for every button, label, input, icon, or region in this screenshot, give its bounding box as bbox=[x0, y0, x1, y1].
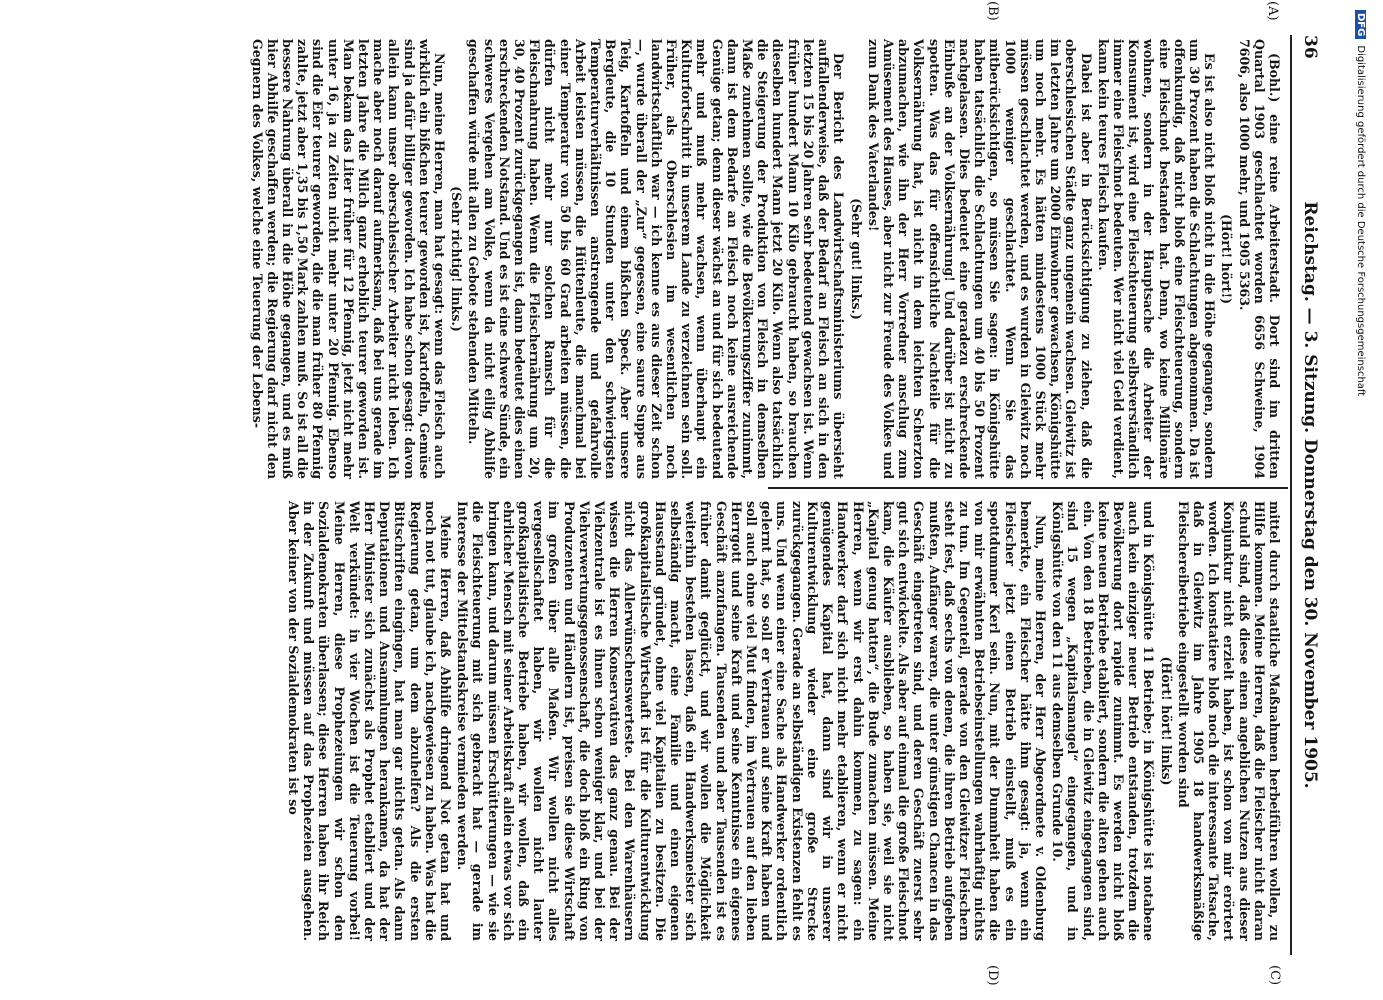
margin-marker-b: (B) bbox=[985, 1, 1000, 21]
paragraph-text: eine reine Arbeiterstadt. Dort sind im dritten Quartal 1903 geschlachtet worden 6656 Schweine, 1904 7606, also 1000 mehr, und 1905 5363. bbox=[1236, 39, 1282, 479]
paragraph-text: Es ist also nicht bloß nicht in die Höhe gegangen, sondern um 30 Prozent haben die Schlachtungen abgenommen. Da ist offenkundig, daß nicht bloß eine Fleischteuerung, sondern eine Fleischnot bestanden hat. Denn, wo keine Millionäre wohnen, sondern in der Hauptsache die Arbeiter der Konsument ist, wird eine Fleischteuerung selbstverständlich immer eine Fleischnot bedeuten. Wer nicht viel Geld verdient, kann kein teures Fleisch kaufen. bbox=[1095, 39, 1218, 479]
paragraph-text: (Hört! hört!) bbox=[1219, 213, 1235, 305]
margin-marker-a: (A) bbox=[1265, 1, 1280, 21]
paragraph-text: (Sehr gut! links.) bbox=[848, 198, 864, 320]
interjection bbox=[1219, 39, 1234, 479]
page-header bbox=[1290, 35, 1330, 955]
paragraph-text: (Sehr richtig! links.) bbox=[449, 186, 465, 332]
margin-marker-c: (C) bbox=[1267, 965, 1282, 986]
paragraph-text: Nun, meine Herren, man hat gesagt: wenn das Fleisch auch wirklich ein bißchen teurer geworden ist, Kartoffeln, Gemüse sind ja dafür billiger geworden. Ich habe schon gesagt: davon allein kann unser oberschlesischer Arbeiter nicht leben. Ich mache aber noch darauf aufmerksam, daß bei uns gerade im letzten Jahre die Milch ganz erheblich teurer geworden ist. Man bekam das Liter früher für 12 Pfennig, jetzt nicht mehr unter 16, ja zu Zeiten nicht mehr unter 20 Pfennig. Ebenso sind die Eier teurer geworden, die die man früher 80 Pfennig zahlte, jetzt aber 1,35 bis 1,50 Mark zahlen muß. So ist all die bessere Nahrung überall in die Höhe gegangen, und es muß hier Abhilfe geschaffen werden; die Regierung darf nicht den Gegnern des Volkes, welche eine Teuerung der Lebens- bbox=[249, 39, 448, 479]
margin-marker-d: (D) bbox=[985, 965, 1000, 986]
paragraph-text: (Hört! hört! links) bbox=[1158, 656, 1174, 786]
paragraph bbox=[455, 501, 1048, 941]
paragraph bbox=[1096, 39, 1218, 479]
paragraph bbox=[249, 39, 447, 479]
header-rule bbox=[1290, 35, 1292, 955]
interjection bbox=[449, 39, 464, 479]
paragraph bbox=[1050, 501, 1156, 941]
paragraph-text: und in Königshütte 11 Betriebe; in Königshütte ist notabene auch kein einziger neuer Betrieb entstanden, trotzdem die Bevölkerung dort rapide zunimmt. Es werden nicht bloß keine neuen Betriebe etabliert, sondern die alten gehen auch ein. Von den 18 Betrieben, die in Gleiwitz eingegangen sind, sind 15 wegen „Kapitalsmangel“ eingegangen, und in Königshütte von den 11 aus demselben Grunde 10. bbox=[1050, 501, 1157, 941]
paragraph-text: Nun, meine Herren, der Herr Abgeordnete v. Oldenburg bemerkte, ein Fleischer hätte ihm gesagt: ja, wenn ein Fleischer jetzt einen Betrieb einstellt, muß es ein spottdummer Kerl sein. Nun, mit der Dummheit haben die von mir erwähnten Betriebseinstellungen wahrhaftig nichts zu tun. Im Gegenteil, gerade von den Gleiwitzer Fleischern steht fest, daß sechs von denen, die ihren Betrieb aufgeben mußten, Anfänger waren, die unter günstigen Chancen in das Geschäft eingetreten sind, und deren Geschäft zuerst sehr gut sich entwickelte. Als aber auf einmal die große Fleischnot kam, die Käufer ausblieben, so haben sie, weil sie nicht „Kapital genug hatten“, die Bude zumachen müssen. Meine Herren, wenn wir erst dahin kommen, zu sagen: ein Handwerker darf sich nicht mehr etablieren, wenn er nicht genügendes Kapital hat, dann sind wir in unserer Kulturentwicklung wieder eine große Strecke zurückgegangen. Gerade an selbständigen Existenzen fehlt es uns. Und wenn einer eine Sache als Handwerker ordentlich gelernt hat, so soll er Vertrauen auf seine Kraft haben und soll auch ohne viel Mut finden, im Vertrauen auf den lieben Herrgott und seine Kraft und seine Kenntnisse ein eigenes Geschäft anzufangen. Tausenden und aber Tausenden ist es früher damit geglückt, und wir wollen die Möglichkeit weiterhin bestehen lassen, daß ein Handwerksmeister sich selbständig macht, eine Familie und einen eigenen Hausstand gründet, ohne viel Kapitalien zu besitzen. Die großkapitalistische Wirtschaft ist für die Kulturentwicklung nicht das Allerwünschenswerteste. Bei den Warenhäusern wissen die Herren Konservativen das ganz genau. Bei der Viehzentrale ist es ihnen schon weniger klar, und bei der Viehverwertungsgenossenschaft, die doch bloß ein Ring von Produzenten und Händlern ist, preisen sie diese Wirtschaft im großen über alle Maßen. Wir wollen nicht alles vergesellschaftet haben, wir wollen nicht lauter großkapitalistische Betriebe haben, wir wollen, daß ein ehrlicher Mensch mit seiner Arbeitskraft allein etwas vor sich bringen kann, und darum müssen Erschütterungen — wie sie die Fleischteuerung mit sich gebracht hat — gerade im Interesse der Mittelstandskreise vermieden werden. bbox=[455, 501, 1048, 941]
left-text-column bbox=[249, 39, 1282, 479]
paragraph-text: mittel durch staatliche Maßnahmen herbeiführen wollen, zu Hilfe kommen. Meine Herren, daß die Fleischer nicht daran schuld sind, daß diese einen angeblichen Nutzen aus dieser Konjunktur nicht erzielt haben, ist schon von mir erörtert worden. Ich konstatiere bloß noch die interessante Tatsache, daß in Gleiwitz im Jahre 1905 18 handwerksmäßige Fleischereibetriebe eingestellt worden sind bbox=[1175, 501, 1282, 941]
paragraph bbox=[466, 39, 846, 479]
paragraph-text: Dabei ist aber in Berücksichtigung zu ziehen, daß die oberschlesischen Städte ganz ungemein wachsen. Gleiwitz ist im letzten Jahre um 2000 Einwohner gewachsen, Königshütte um noch mehr. Es hätten mindestens 1000 Stück mehr müssen geschlachtet werden, und es wurden in Gleiwitz noch 1000 weniger geschlachtet. Wenn Sie das mitberücksichtigen, so müssen Sie sagen: in Königshütte haben tatsächlich die Schlachtungen um 40 bis 50 Prozent nachgelassen. Dies bedeutet eine geradezu erschreckende Einbuße an der Volksernährung! Und darüber ist nicht zu spotten. Was das für offensichtliche Nachteile für die Volksernährung hat, ist nicht in dem leichten Scherzton abzumachen, wie ihn der Herr Vorredner anschlug zum Amüsement des Hauses, aber nicht zur Freude des Volkes und zum Dank des Vaterlandes! bbox=[865, 39, 1094, 479]
column-divider bbox=[768, 487, 1288, 489]
document-page bbox=[80, 1, 1330, 986]
interjection bbox=[848, 39, 863, 479]
paragraph bbox=[1236, 39, 1282, 479]
paragraph-text: Der Bericht des Landwirtschaftsministeriums übersieht auffallenderweise, daß der Bedarf an Fleisch an sich in den letzten 15 bis 20 Jahren sehr bedeutend gewachsen ist. Wenn früher hundert Mann 10 Kilo gebraucht haben, so brauchen dieselben hundert Mann jetzt 20 Kilo. Wenn also tatsächlich die Steigerung der Produktion von Fleisch in demselben Maße zunehmen sollte, wie die Bevölkerungsziffer zunimmt, dann ist dem Bedarfe an Fleisch noch keine ausreichende Genüge getan; denn dieser wächst an und für sich bedeutend mehr und muß mehr wachsen, wenn überhaupt ein Kulturfortschritt in unserem Lande zu verzeichnen sein soll. Früher, als Oberschlesien im wesentlichen noch landwirtschaftlich war — ich kenne es aus dieser Zeit schon —, wurde überall der „Zur“ gegessen, eine saure Suppe aus Teig, Kartoffeln und einem bißchen Speck. Aber unsere Bergleute, die 10 Stunden unter den schwierigsten Temperaturverhältnissen anstrengende und gefahrvolle Arbeit leisten müssen, die Hüttenleute, die manchmal bei einer Temperatur von 50 bis 60 Grad arbeiten müssen, die dürfen nicht mehr nur solchen Ramsch für die Fleischnahrung haben. Wenn die Fleischernährung um 20, 30, 40 Prozent zurückgegangen ist, dann bedeutet dies einen erschreckenden Notstand. Und es ist eine schwere Sünde, ein schweres Vergehen am Volke, wenn da nicht eilig Abhilfe geschaffen würde mit allen zu Gebote stehenden Mitteln. bbox=[466, 39, 847, 479]
dfg-logo: DFG bbox=[1355, 10, 1366, 39]
paragraph-text: Meine Herren, daß Abhilfe dringend Not getan hat und noch not tut, glaube ich, nachgewiesen zu haben. Was hat die Regierung getan, um dem abzuhelfen? Als die ersten Bittschriften eingingen, hat man gar nichts getan. Als dann Deputationen und Ansammlungen herankamen, da hat der Herr Minister sich zunächst als Prophet etabliert und der Welt verkündet: in vier Wochen ist die Teuerung vorbei! Meine Herren, diese Prophezeiungen wir schon den Sozialdemokraten überlassen; diese Herren haben ihr Reich in der Zukunft und müssen auf das Prophezeien ausgehen. Aber keiner von der Sozialdemokraten ist so bbox=[286, 501, 454, 941]
running-title: Reichstag. — 3. Sitzung. Donnerstag den 30. November 1905. bbox=[1300, 201, 1320, 789]
digitization-credit bbox=[1355, 10, 1366, 396]
paragraph bbox=[866, 39, 1094, 479]
right-text-column bbox=[286, 501, 1282, 941]
speaker-tag: (Bohl.) bbox=[1267, 53, 1282, 115]
paragraph bbox=[286, 501, 453, 941]
credit-text: Digitalisierung gefördert durch die Deutsche Forschungsgemeinschaft bbox=[1355, 45, 1366, 397]
page-number: 36 bbox=[1300, 35, 1320, 59]
paragraph bbox=[1176, 501, 1282, 941]
interjection bbox=[1158, 501, 1173, 941]
